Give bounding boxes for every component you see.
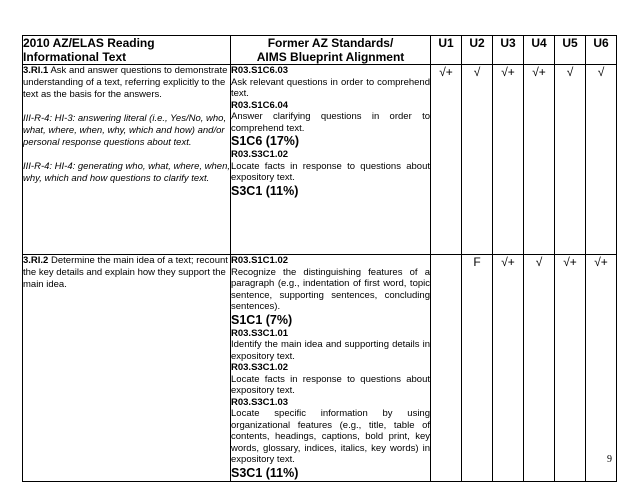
alignment-table (22, 35, 617, 482)
alignment-cell (231, 65, 431, 255)
header-unit: U6 (586, 36, 617, 65)
standard-text: Ask relevant questions in order to comprehend text. (231, 76, 430, 99)
standard-id: R03.S3C1.03 (231, 396, 289, 408)
standard-id: R03.S3C1.01 (231, 327, 289, 339)
unit-mark: √+ (586, 255, 617, 482)
unit-mark: √+ (493, 65, 524, 255)
standard-id: R03.S3C1.02 (231, 149, 289, 160)
unit-mark: √+ (431, 65, 462, 255)
standard-code: 3.RI.2 (23, 255, 49, 266)
unit-mark: √+ (555, 255, 586, 482)
standard-id: R03.S1C6.04 (231, 99, 289, 111)
standard-note: III-R-4: HI-4: generating who, what, where, when, why, which and how questions to clarify text. (23, 161, 230, 184)
standard-text: Locate specific information by using organizational features (e.g., title, table of contents, headings, captions, bold print, key words, glossary, indices, italics, key words) in expository text. (231, 408, 430, 465)
header-former-line1: Former AZ Standards/ (267, 36, 394, 50)
standard-description: Ask and answer questions to demonstrate understanding of a text, referring explicitly to the text as the basis for the answers. (23, 65, 228, 100)
header-unit: U2 (462, 36, 493, 65)
header-unit: U4 (524, 36, 555, 65)
standard-text: Locate facts in response to questions about expository text. (231, 373, 430, 396)
standard-code: 3.RI.1 (23, 65, 49, 76)
standard-id: R03.S1C1.02 (231, 255, 289, 266)
strand-weight: S1C6 (17%) (231, 134, 300, 148)
unit-mark: √ (524, 255, 555, 482)
header-azelas: 2010 AZ/ELAS Reading Informational Text (23, 36, 231, 65)
standard-id: R03.S3C1.02 (231, 362, 289, 373)
table-row (23, 65, 617, 255)
header-unit: U5 (555, 36, 586, 65)
standard-cell (23, 65, 231, 255)
unit-mark (431, 255, 462, 482)
page-number: 9 (607, 454, 612, 465)
standard-text: Answer clarifying questions in order to comprehend text. (231, 111, 430, 134)
header-unit: U3 (493, 36, 524, 65)
alignment-cell (231, 255, 431, 482)
standard-id: R03.S1C6.03 (231, 65, 289, 76)
standard-text: Identify the main idea and supporting details in expository text. (231, 339, 430, 362)
unit-mark: √+ (524, 65, 555, 255)
unit-mark: F (462, 255, 493, 482)
header-row (23, 36, 617, 65)
strand-weight: S1C1 (7%) (231, 312, 293, 327)
standard-text: Locate facts in response to questions about expository text. (231, 160, 430, 183)
standard-description: Determine the main idea of a text; recount the key details and explain how they support the main idea. (23, 255, 228, 290)
header-unit: U1 (431, 36, 462, 65)
standard-text (23, 65, 230, 101)
strand-weight: S3C1 (11%) (231, 183, 299, 198)
header-former-standards (231, 36, 431, 65)
standard-text: Recognize the distinguishing features of a paragraph (e.g., indentation of first word, topic sentence, supporting sentences, concluding sentences). (231, 266, 430, 312)
standard-text (23, 255, 230, 291)
unit-mark: √ (555, 65, 586, 255)
unit-mark: √+ (493, 255, 524, 482)
header-former-line2: AIMS Blueprint Alignment (256, 50, 405, 64)
strand-weight: S3C1 (11%) (231, 465, 299, 480)
unit-mark: √ (462, 65, 493, 255)
table-row (23, 255, 617, 482)
unit-mark: √ (586, 65, 617, 255)
standard-note: III-R-4: HI-3: answering literal (i.e., Yes/No, who, what, where, when, why, which and how) and/or personal response questions about text. (23, 113, 227, 148)
standard-cell (23, 255, 231, 482)
